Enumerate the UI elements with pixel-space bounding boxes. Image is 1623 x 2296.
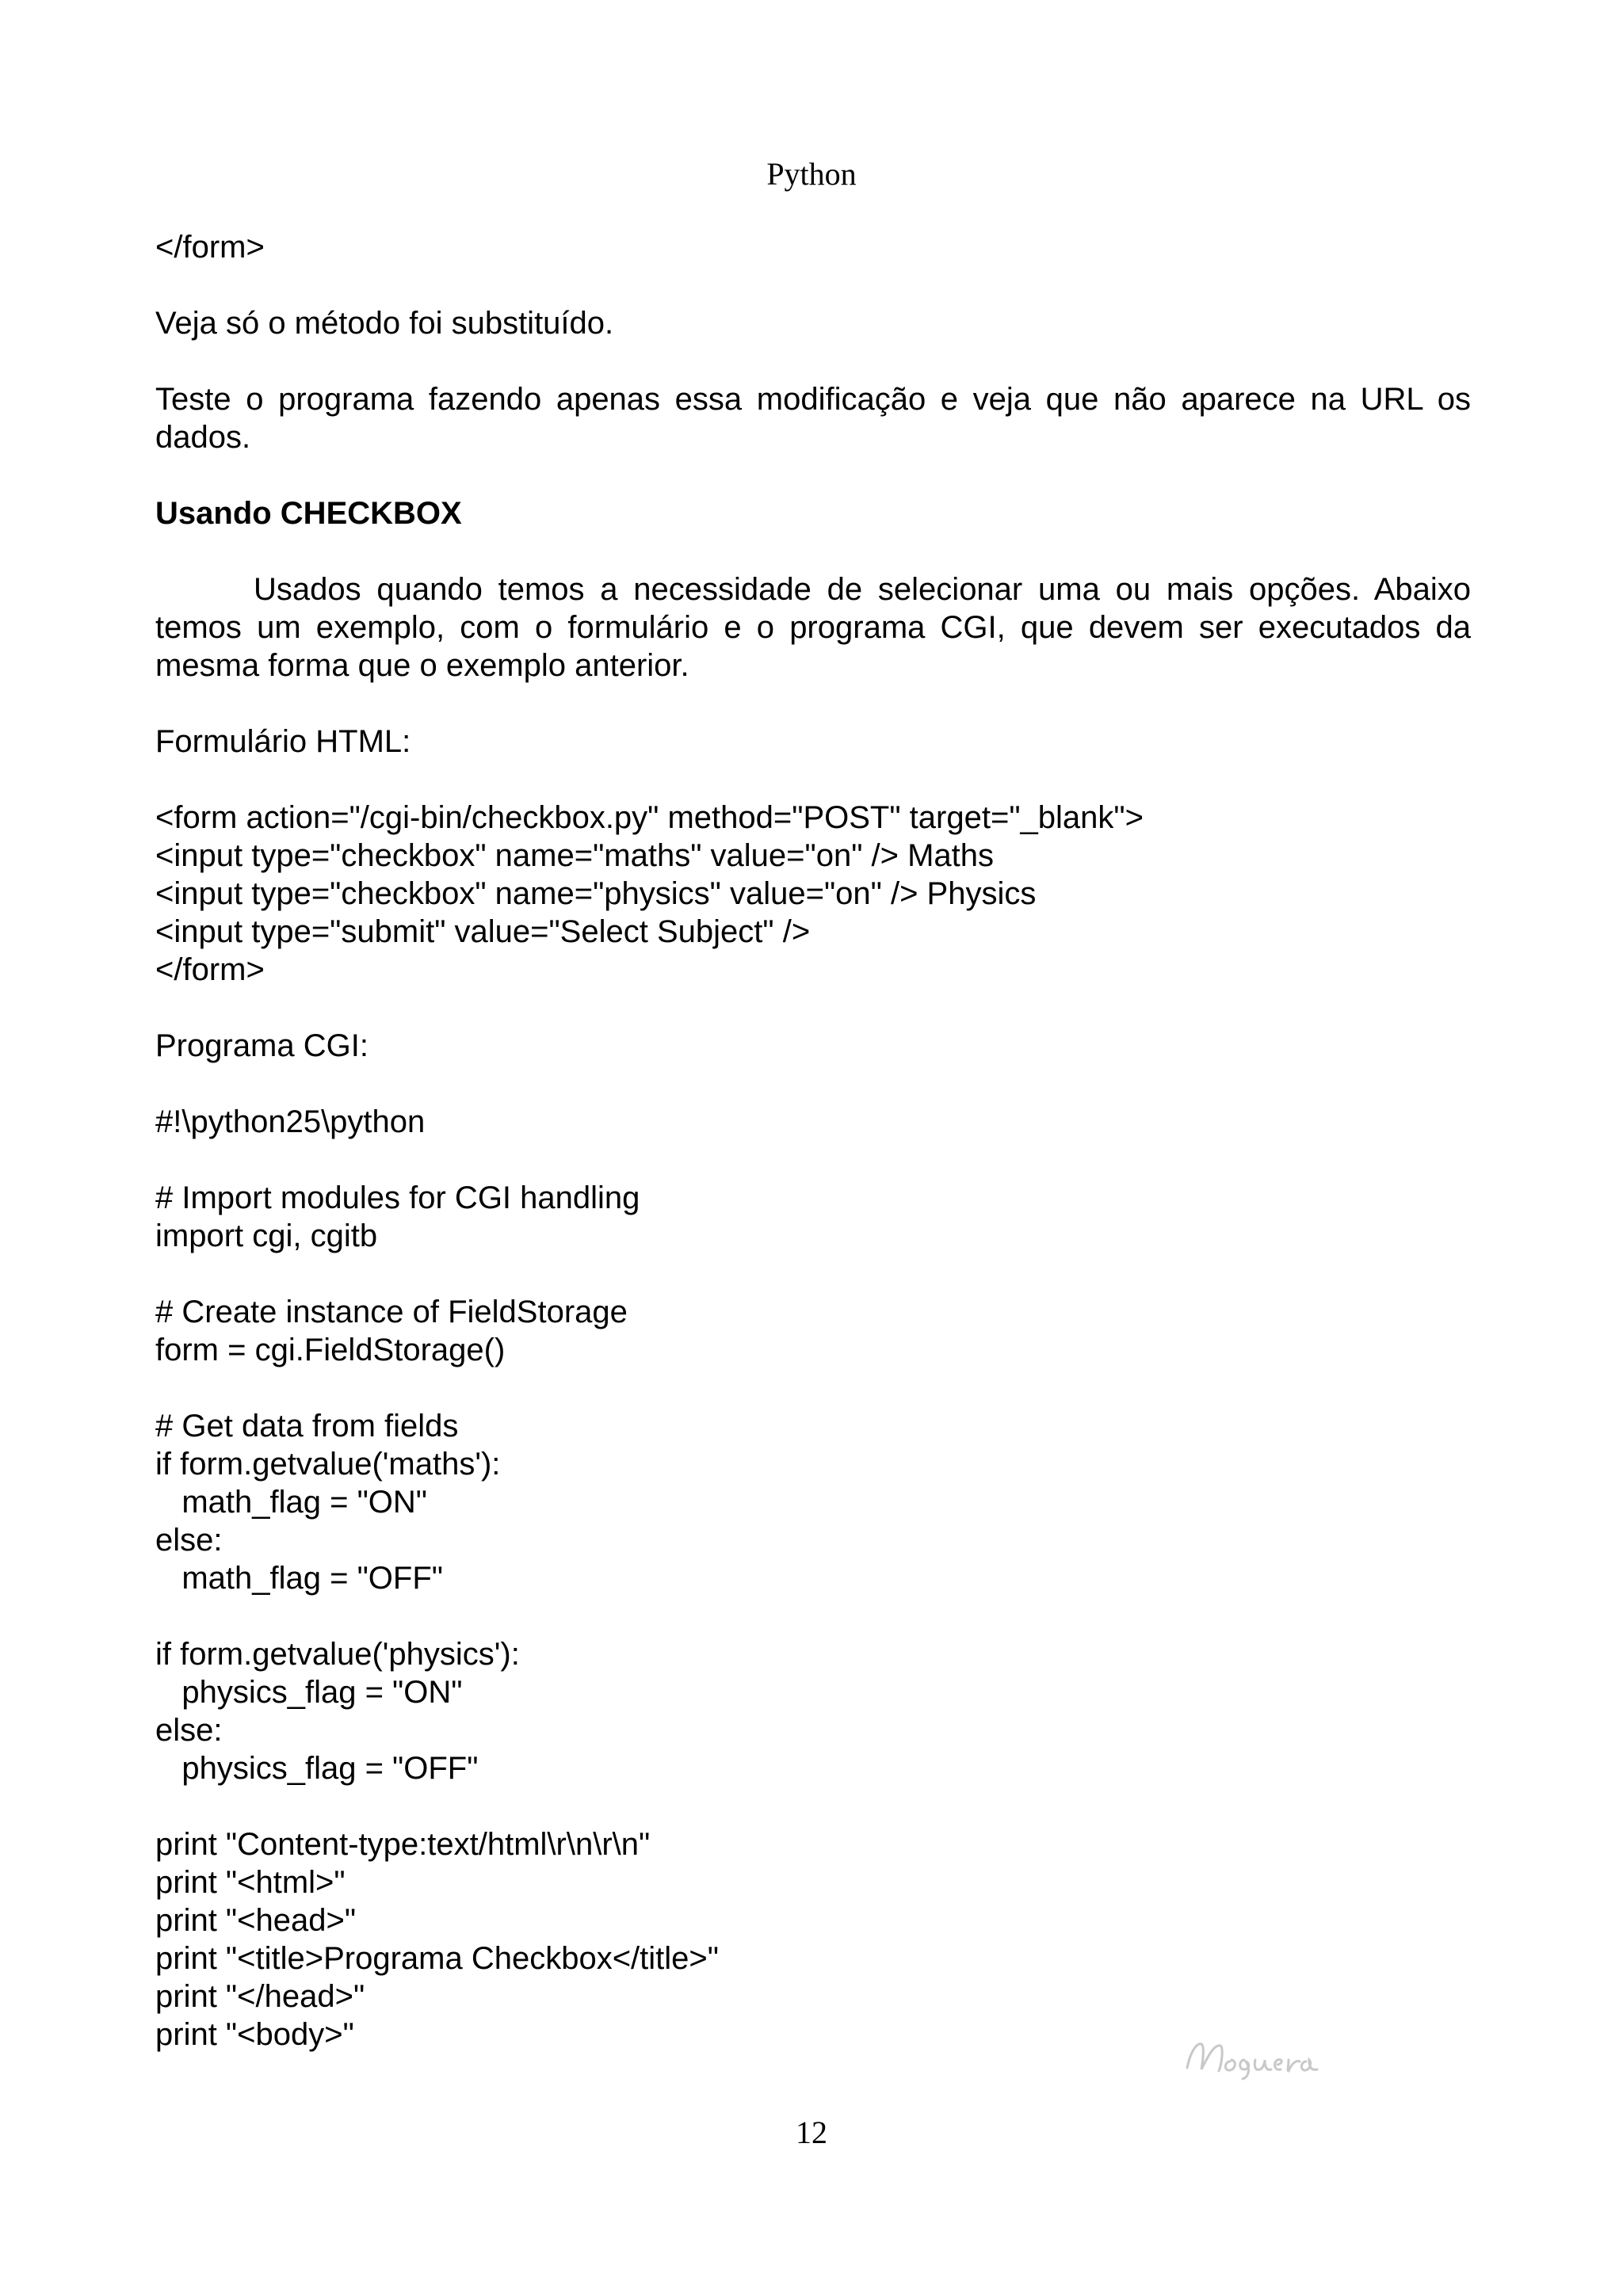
physics-code-block: [155, 1635, 1471, 1787]
form-label: Formulário HTML:: [155, 724, 411, 759]
cgi-label: Programa CGI:: [155, 1028, 369, 1063]
code-line: if form.getvalue('physics'):: [155, 1637, 520, 1672]
code-line: print "<title>Programa Checkbox</title>": [155, 1941, 719, 1976]
code-line: print "<html>": [155, 1865, 346, 1900]
maths-code-block: [155, 1407, 1471, 1597]
code-line: <input type="checkbox" name="physics" value="on" /> Physics: [155, 876, 1037, 911]
code-line: # Import modules for CGI handling: [155, 1180, 640, 1215]
code-line: <input type="checkbox" name="maths" value="on" /> Maths: [155, 838, 995, 873]
code-line: physics_flag = "OFF": [155, 1751, 479, 1786]
code-line: print "</head>": [155, 1979, 365, 2014]
method-note: Veja só o método foi substituído.: [155, 306, 614, 341]
instance-code-block: [155, 1293, 1471, 1369]
shebang-line: #!\python25\python: [155, 1104, 426, 1139]
signature-watermark: [1173, 2028, 1347, 2084]
code-line: print "<body>": [155, 2017, 354, 2052]
code-line: </form>: [155, 952, 265, 987]
code-line: # Create instance of FieldStorage: [155, 1295, 628, 1329]
code-line: math_flag = "ON": [155, 1485, 427, 1520]
page-number: 12: [796, 2115, 827, 2150]
code-line: if form.getvalue('maths'):: [155, 1447, 501, 1482]
code-line: print "Content-type:text/html\r\n\r\n": [155, 1827, 651, 1862]
form-close-tag: </form>: [155, 230, 265, 265]
import-code-block: [155, 1179, 1471, 1255]
form-code-block: [155, 799, 1471, 989]
code-line: else:: [155, 1713, 223, 1748]
code-line: import cgi, cgitb: [155, 1219, 378, 1253]
code-line: # Get data from fields: [155, 1409, 459, 1444]
test-note: Teste o programa fazendo apenas essa modificação e veja que não aparece na URL os dados.: [155, 382, 1471, 455]
code-line: <form action="/cgi-bin/checkbox.py" method="POST" target="_blank">: [155, 800, 1144, 835]
running-header: Python: [766, 156, 857, 192]
code-line: else:: [155, 1523, 223, 1558]
print-code-block: [155, 1825, 1471, 2054]
code-line: <input type="submit" value="Select Subject" />: [155, 914, 811, 949]
code-line: physics_flag = "ON": [155, 1675, 463, 1710]
code-line: math_flag = "OFF": [155, 1561, 443, 1596]
section-heading: Usando CHECKBOX: [155, 496, 462, 531]
code-line: form = cgi.FieldStorage(): [155, 1333, 506, 1367]
page-body: [155, 228, 1471, 2054]
section-intro: Usados quando temos a necessidade de selecionar uma ou mais opções. Abaixo temos um exemplo, com o formulário e o programa CGI, que devem ser executados da mesma forma que o exemplo anterior.: [155, 572, 1471, 683]
code-line: print "<head>": [155, 1903, 357, 1938]
